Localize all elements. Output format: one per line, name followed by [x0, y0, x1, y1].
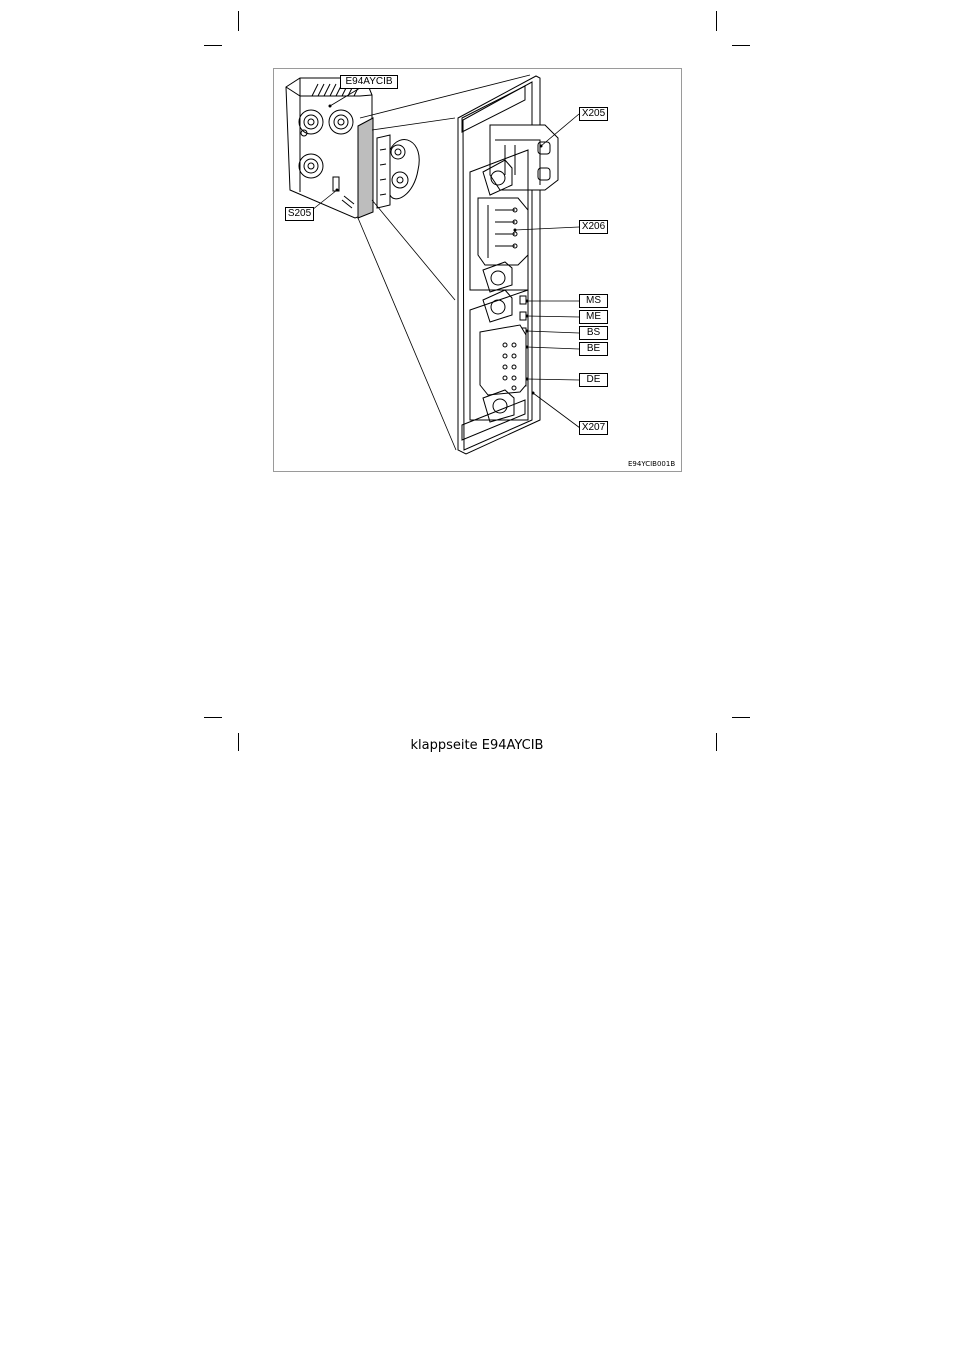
label-de: DE — [579, 373, 608, 387]
figure-code: E94YCIB001B — [628, 460, 676, 468]
front-plate-detail — [458, 76, 558, 454]
label-be: BE — [579, 342, 608, 356]
label-s205: S205 — [285, 207, 314, 221]
label-bs: BS — [579, 326, 608, 340]
module-body — [286, 78, 419, 218]
footer-text: klappseite E94AYCIB — [410, 738, 544, 753]
label-x205: X205 — [579, 107, 608, 121]
label-me: ME — [579, 310, 608, 324]
label-x207: X207 — [579, 421, 608, 435]
label-ms: MS — [579, 294, 608, 308]
label-module-name: E94AYCIB — [340, 75, 398, 89]
label-x206: X206 — [579, 220, 608, 234]
